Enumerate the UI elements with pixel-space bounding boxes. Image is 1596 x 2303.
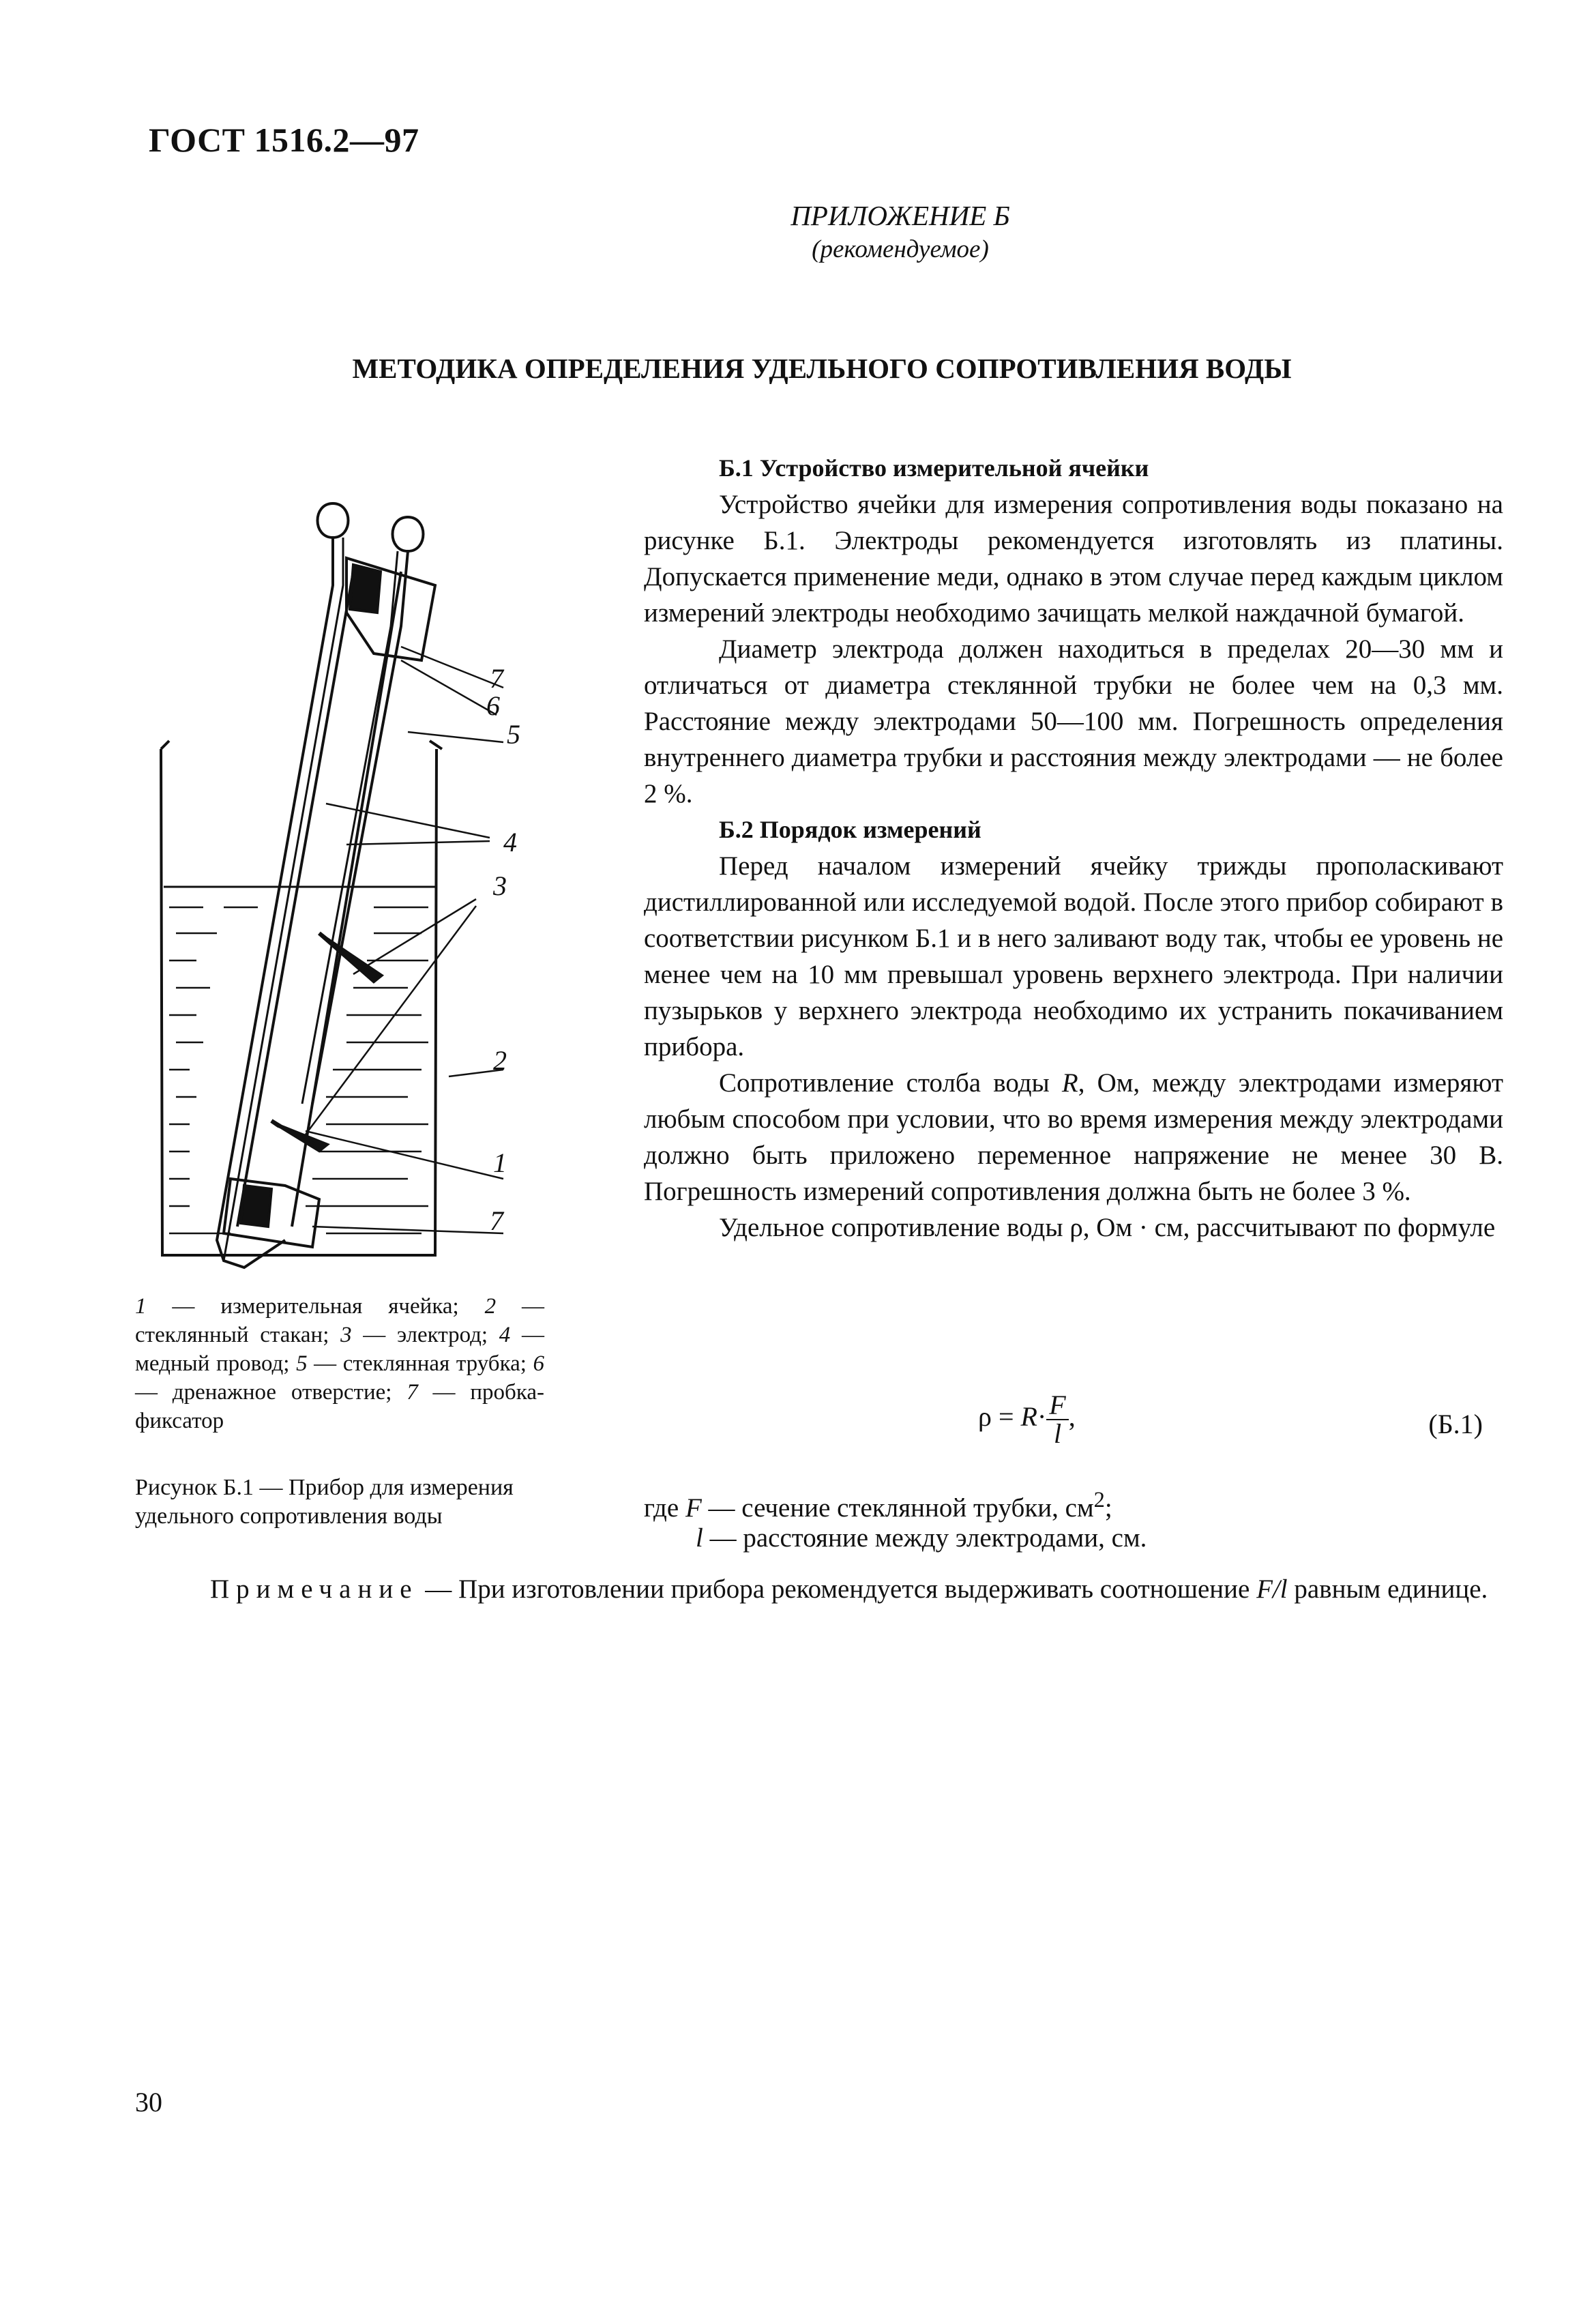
legend-text: — стеклянный стакан; (135, 1294, 545, 1347)
copper-wire-1 (217, 503, 349, 1267)
formula-expression: ρ = R· $\frac{F}{l}$ , (978, 1390, 1076, 1449)
equation-number: (Б.1) (1428, 1409, 1483, 1439)
section-heading-b2: Б.2 Порядок измерений (719, 816, 981, 843)
paragraph: Диаметр электрода должен находиться в пределах 20—30 мм и отличаться от диаметра стеклянной трубки не более чем на 0,3 мм. Расстояние между электродами 50—100 мм. Погрешность определения внутреннего диаметра трубки и расстояния между электродами — не более 2 %. (644, 634, 1503, 808)
bottom-plug-hatch (241, 1186, 271, 1227)
paragraph: Сопротивление столба воды R, Ом, между электродами измеряют любым способом при условии, что во время измерения между электродами должно быть приложено переменное напряжение не менее 30 В. Погрешность измерений сопротивления должна быть не более 3 %. (644, 1068, 1503, 1206)
label-4: 4 (503, 827, 517, 857)
formula-b1 (644, 1392, 1496, 1453)
legend-text: — стеклянная трубка; (307, 1351, 533, 1376)
beaker-rim (161, 741, 442, 749)
legend-num: 3 (340, 1323, 352, 1347)
copper-wire-2b (302, 551, 398, 1104)
paragraph: Устройство ячейки для измерения сопротивления воды показано на рисунке Б.1. Электроды рекомендуется изготовлять из платины. Допускается применение меди, однако в этом случае перед каждым циклом измерений электроды необходимо зачищать мелкой наждачной бумагой. (644, 490, 1503, 628)
fraction: $\frac{F}{l}$ (1046, 1392, 1068, 1448)
document-code: ГОСТ 1516.2—97 (149, 121, 419, 159)
leader-lines (306, 647, 503, 1233)
legend-text: — дренажное отверстие; (135, 1380, 407, 1405)
figure-b1 (149, 490, 599, 1274)
lower-electrode (271, 1121, 326, 1150)
legend-text: — пробка-фиксатор (135, 1380, 544, 1433)
legend-num: 2 (484, 1294, 497, 1319)
appendix-subtitle: (рекомендуемое) (812, 235, 989, 263)
legend-num: 1 (135, 1294, 147, 1319)
paragraph: Удельное сопротивление воды ρ, Ом · см, рассчитывают по формуле (719, 1213, 1496, 1242)
legend-text: — измерительная ячейка; (146, 1294, 485, 1319)
figure-legend (135, 1292, 544, 1435)
apparatus-drawing (149, 490, 599, 1274)
where-line-1: где F — сечение стеклянной трубки, $см^2$; (644, 1488, 1112, 1523)
label-1: 1 (493, 1147, 507, 1178)
tube-wall-right (292, 572, 401, 1227)
where-line-2: l — расстояние между электродами, см. (696, 1523, 1147, 1553)
legend-text: — электрод; (351, 1323, 499, 1347)
note-label: Примечание (210, 1574, 419, 1604)
legend-num: 7 (407, 1380, 418, 1405)
label-2: 2 (493, 1045, 507, 1076)
tube-wall-left (237, 572, 353, 1227)
legend-num: 6 (533, 1351, 544, 1376)
label-7-bottom: 7 (490, 1205, 503, 1236)
main-title: МЕТОДИКА ОПРЕДЕЛЕНИЯ УДЕЛЬНОГО СОПРОТИВЛЕНИЯ ВОДЫ (352, 353, 1292, 384)
label-5: 5 (507, 719, 520, 750)
page-number: 30 (135, 2087, 162, 2117)
label-3: 3 (493, 870, 507, 901)
legend-num: 5 (296, 1351, 308, 1376)
label-7-top: 7 (490, 663, 503, 694)
section-heading-b1: Б.1 Устройство измерительной ячейки (719, 454, 1149, 482)
figure-caption: Рисунок Б.1 — Прибор для измерения удельного сопротивления воды (135, 1475, 514, 1529)
label-6: 6 (486, 690, 500, 721)
appendix-title: ПРИЛОЖЕНИЕ Б (790, 200, 1010, 231)
top-plug-hatch (350, 565, 381, 613)
text-column (644, 450, 1503, 1246)
legend-num: 4 (499, 1323, 511, 1347)
note: Примечание — При изготовлении прибора рекомендуется выдерживать соотношение F/l равным единице. (210, 1574, 1488, 1604)
paragraph: Перед началом измерений ячейку трижды прополаскивают дистиллированной или исследуемой водой. После этого прибор собирают в соответствии рисунком Б.1 и в него заливают воду так, чтобы ее уровень не менее чем на 10 мм превышал уровень верхнего электрода. При наличии пузырьков у верхнего электрода необходимо их устранить покачиванием прибора. (644, 851, 1503, 1061)
legend-text: — медный провод; (135, 1323, 544, 1376)
